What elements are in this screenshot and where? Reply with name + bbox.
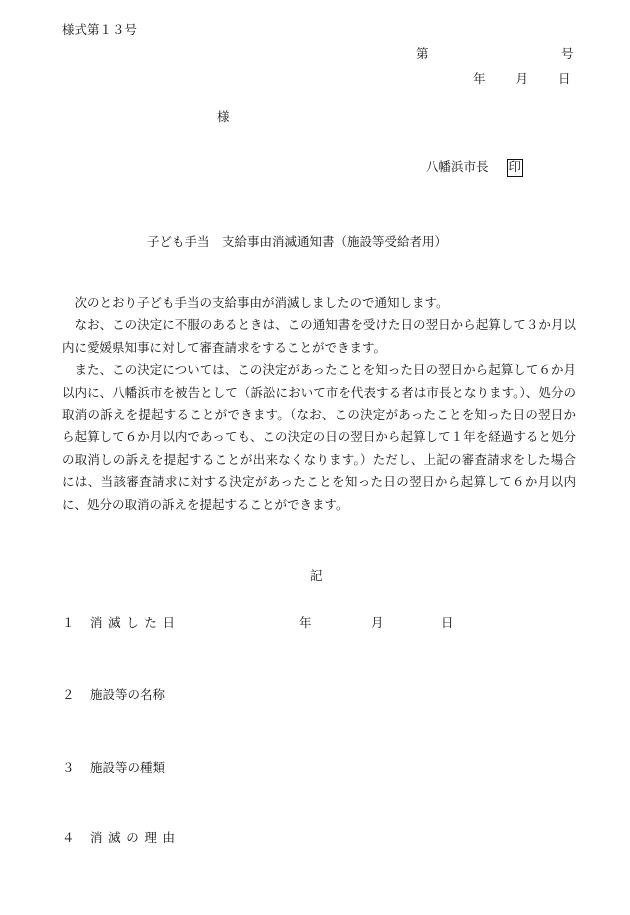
item-extinction-reason xyxy=(62,832,181,845)
extinction-day: 日 xyxy=(441,615,454,630)
item-facility-name xyxy=(62,689,165,702)
document-title: 子ども手当 支給事由消滅通知書（施設等受給者用） xyxy=(147,234,448,249)
body-paragraph-2: なお、この決定に不服のあるときは、この通知書を受けた日の翌日から起算して３か月以内に愛媛県知事に対して審査請求をすることができます。 xyxy=(62,317,576,355)
item-number: ３ xyxy=(62,760,75,775)
form-number: 様式第１３号 xyxy=(62,22,138,37)
issuer-line xyxy=(426,159,523,177)
item-number: １ xyxy=(62,615,75,630)
recipient-suffix: 様 xyxy=(217,109,230,124)
issue-date xyxy=(473,73,571,86)
issue-date-year: 年 xyxy=(473,71,486,86)
extinction-month: 月 xyxy=(371,615,384,630)
ki-heading: 記 xyxy=(310,568,323,583)
extinction-year: 年 xyxy=(299,615,312,630)
issuer-name: 八幡浜市長 xyxy=(426,159,489,174)
seal-mark: 印 xyxy=(507,159,524,177)
body-paragraph-3: また、この決定については、この決定があったことを知った日の翌日から起算して６か月以内に、八幡浜市を被告として（訴訟において市を代表する者は市長となります。）、処分の取消の訴えを提起することができます。（なお、この決定があったことを知った日の翌日から起算して６か月以内であっても、この決定の日の翌日から起算して１年を経過すると処分の取消しの訴えを提起することが出来なくなります。）ただし、上記の審査請求をした場合には、当該審査請求に対する決定があったことを知った日の翌日から起算して６か月以内に、処分の取消の訴えを提起することができます。 xyxy=(62,362,576,512)
item-label: 消滅の理由 xyxy=(90,830,181,845)
document-number-suffix: 号 xyxy=(561,46,574,61)
item-label: 消滅した日 xyxy=(90,615,181,630)
item-label: 施設等の名称 xyxy=(90,687,166,702)
body-paragraph-1: 次のとおり子ども手当の支給事由が消滅しましたので通知します。 xyxy=(74,295,449,310)
item-number: ２ xyxy=(62,687,75,702)
item-number: ４ xyxy=(62,830,75,845)
item-facility-type xyxy=(62,762,165,775)
issue-date-day: 日 xyxy=(558,71,571,86)
notice-body xyxy=(62,292,576,516)
issue-date-month: 月 xyxy=(515,71,529,86)
item-label: 施設等の種類 xyxy=(90,760,166,775)
item-extinction-date xyxy=(62,617,181,630)
document-number-prefix: 第 xyxy=(416,46,429,61)
